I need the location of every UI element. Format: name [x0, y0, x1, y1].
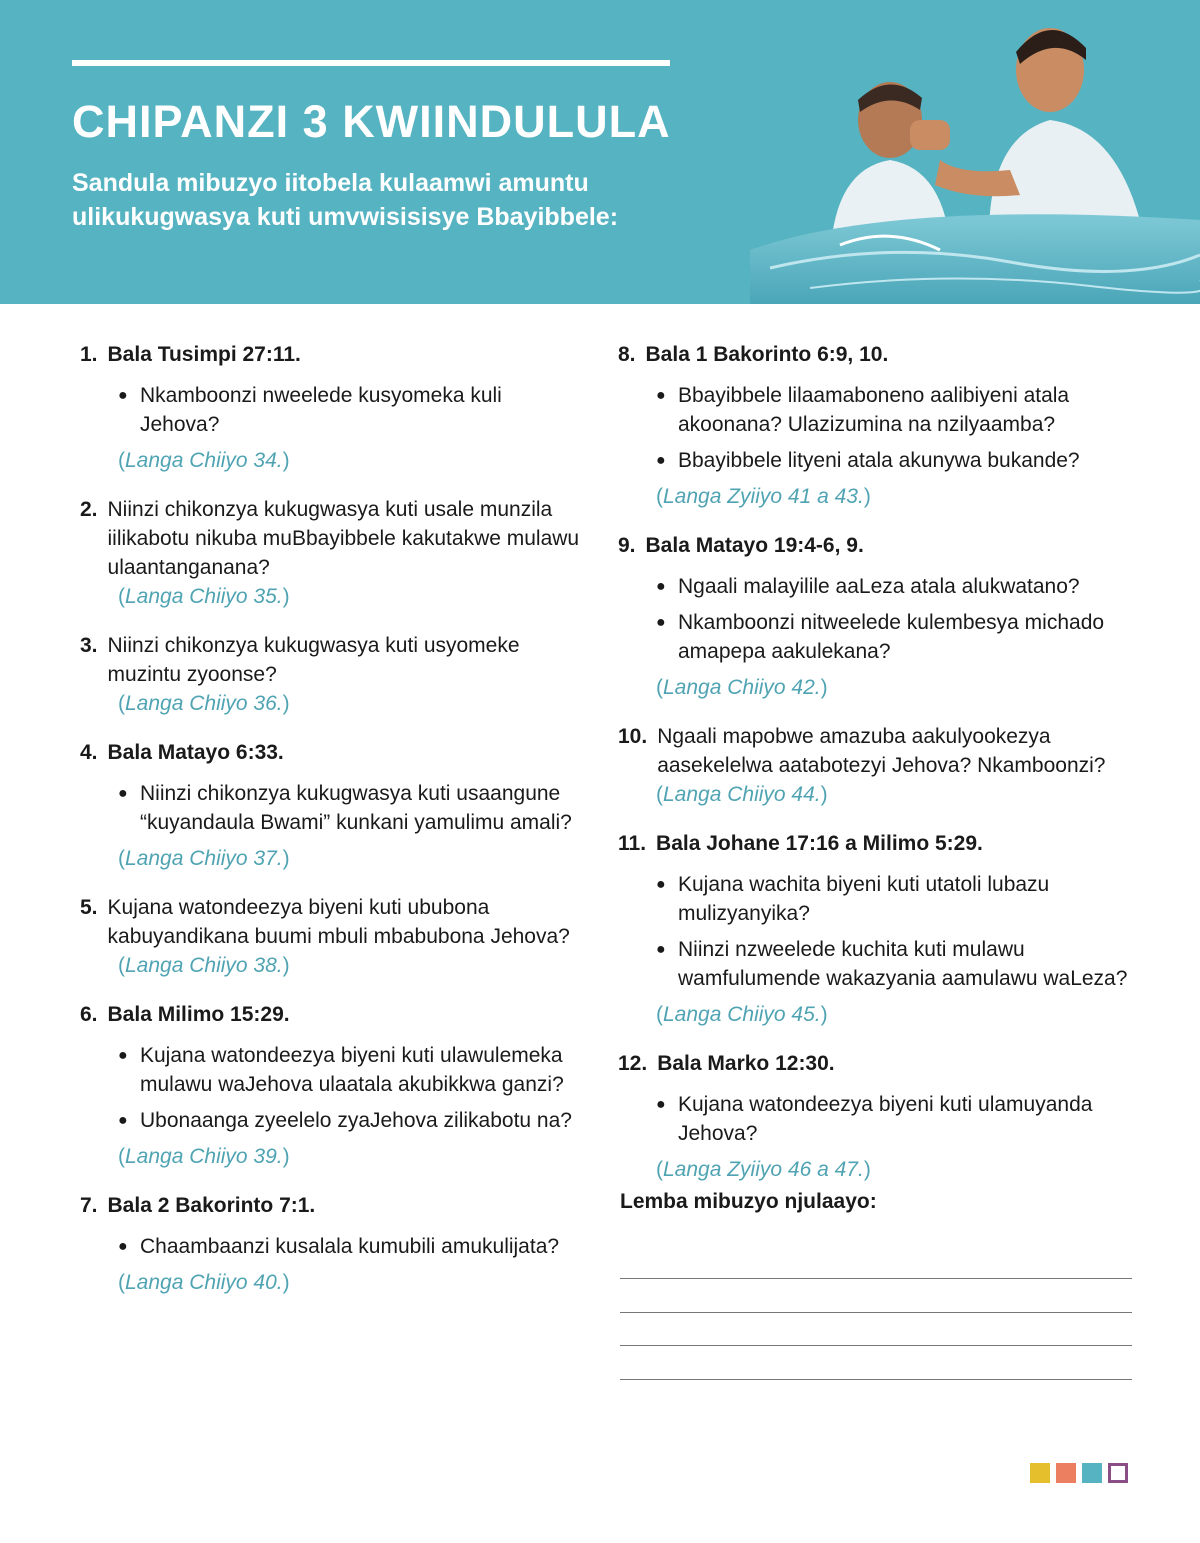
question-number: 10. [618, 725, 648, 748]
page-title: CHIPANZI 3 KWIINDULULA [72, 96, 671, 147]
question-text: Bala Tusimpi 27:11. [107, 343, 301, 366]
bullet-icon: ● [118, 785, 128, 802]
question-number: 11. [618, 832, 647, 855]
reference-link[interactable]: (Langa Chiiyo 42.) [656, 676, 828, 699]
question-item [618, 531, 1138, 702]
bullet-icon: ● [656, 876, 666, 893]
reference-link[interactable]: (Langa Chiiyo 37.) [118, 847, 290, 870]
question-item [618, 340, 1138, 511]
bullet-text: Nkamboonzi nitweelede kulembesya michado amapepa aakulekana? [678, 611, 1105, 663]
reference-link[interactable]: (Langa Chiiyo 39.) [118, 1145, 290, 1168]
reference-link[interactable]: (Langa Chiiyo 40.) [118, 1271, 290, 1294]
question-number: 7. [80, 1194, 98, 1217]
question-item [80, 340, 580, 475]
questions-right-column [618, 340, 1138, 1204]
reference-link[interactable]: (Langa Chiiyo 35.) [118, 585, 290, 608]
header-banner [0, 0, 1200, 304]
reference-link[interactable]: (Langa Zyiiyo 41 a 43.) [656, 485, 871, 508]
question-text: Bala Johane 17:16 a Milimo 5:29. [656, 832, 983, 855]
question-item [80, 631, 580, 718]
reference-link[interactable]: (Langa Chiiyo 45.) [656, 1003, 828, 1026]
question-item [618, 1049, 1138, 1184]
question-number: 4. [80, 741, 98, 764]
bullet-icon: ● [656, 452, 666, 469]
question-number: 3. [80, 634, 98, 657]
question-text: Bala 1 Bakorinto 6:9, 10. [645, 343, 889, 366]
bullet-icon: ● [118, 387, 128, 404]
bullet-text: Niinzi nzweelede kuchita kuti mulawu wamfulumende wakazyania aamulawu waLeza? [678, 938, 1128, 990]
writing-line[interactable] [620, 1345, 1132, 1346]
question-number: 5. [80, 896, 98, 919]
bullet-text: Ngaali malayilile aaLeza atala alukwatano? [678, 575, 1080, 598]
outline-square-icon [1108, 1463, 1128, 1483]
teal-square-icon [1082, 1463, 1102, 1483]
reference-link[interactable]: (Langa Chiiyo 36.) [118, 692, 290, 715]
write-questions-label: Lemba mibuzyo njulaayo: [620, 1190, 877, 1213]
question-item [80, 893, 580, 980]
baptism-illustration [690, 0, 1200, 304]
questions-left-column [80, 340, 580, 1317]
question-item [80, 738, 580, 873]
question-text: Bala Marko 12:30. [657, 1052, 835, 1075]
question-text: Niinzi chikonzya kukugwasya kuti usyomeke muzintu zyoonse? [107, 634, 520, 686]
header-rule [72, 60, 670, 66]
bullet-icon: ● [656, 1096, 666, 1113]
question-text: Bala Matayo 6:33. [107, 741, 284, 764]
question-number: 6. [80, 1003, 98, 1026]
question-item [80, 1191, 580, 1297]
bullet-icon: ● [656, 387, 666, 404]
bullet-text: Niinzi chikonzya kukugwasya kuti usaangune “kuyandaula Bwami” kunkani yamulimu amali? [140, 782, 572, 834]
question-number: 1. [80, 343, 98, 366]
question-item [618, 829, 1138, 1029]
bullet-text: Bbayibbele lityeni atala akunywa bukande? [678, 449, 1080, 472]
bullet-icon: ● [118, 1047, 128, 1064]
bullet-text: Nkamboonzi nweelede kusyomeka kuli Jehova? [140, 384, 502, 436]
bullet-icon: ● [656, 941, 666, 958]
bullet-text: Bbayibbele lilaamaboneno aalibiyeni atala akoonana? Ulazizumina na nzilyaamba? [678, 384, 1070, 436]
reference-link[interactable]: (Langa Chiiyo 44.) [656, 783, 828, 806]
bullet-icon: ● [656, 578, 666, 595]
question-number: 12. [618, 1052, 648, 1075]
orange-square-icon [1056, 1463, 1076, 1483]
color-squares [1030, 1463, 1134, 1483]
question-text: Bala 2 Bakorinto 7:1. [107, 1194, 316, 1217]
question-text: Ngaali mapobwe amazuba aakulyookezya aasekelelwa aatabotezyi Jehova? Nkamboonzi? [657, 725, 1106, 777]
reference-link[interactable]: (Langa Chiiyo 38.) [118, 954, 290, 977]
question-text: Niinzi chikonzya kukugwasya kuti usale munzila iilikabotu nikuba muBbayibbele kakutakwe mulawu ulaantanganana? [107, 498, 580, 579]
bullet-text: Kujana watondeezya biyeni kuti ulawulemeka mulawu waJehova ulaatala akubikkwa ganzi? [140, 1044, 564, 1096]
bullet-icon: ● [118, 1238, 128, 1255]
bullet-icon: ● [118, 1112, 128, 1129]
bullet-text: Ubonaanga zyeelelo zyaJehova zilikabotu na? [140, 1109, 572, 1132]
question-text: Bala Milimo 15:29. [107, 1003, 290, 1026]
bullet-text: Kujana wachita biyeni kuti utatoli lubazu mulizyanyika? [678, 873, 1050, 925]
bullet-text: Chaambaanzi kusalala kumubili amukulijata? [140, 1235, 560, 1258]
question-number: 2. [80, 498, 98, 521]
bullet-text: Kujana watondeezya biyeni kuti ulamuyanda Jehova? [678, 1093, 1093, 1145]
writing-line[interactable] [620, 1278, 1132, 1279]
question-text: Kujana watondeezya biyeni kuti ububona kabuyandikana buumi mbuli mbabubona Jehova? [107, 896, 570, 948]
question-number: 9. [618, 534, 636, 557]
writing-line[interactable] [620, 1379, 1132, 1380]
question-text: Bala Matayo 19:4-6, 9. [645, 534, 864, 557]
question-item [80, 495, 580, 611]
writing-line[interactable] [620, 1312, 1132, 1313]
reference-link[interactable]: (Langa Zyiiyo 46 a 47.) [656, 1158, 871, 1181]
reference-link[interactable]: (Langa Chiiyo 34.) [118, 449, 290, 472]
yellow-square-icon [1030, 1463, 1050, 1483]
question-item [618, 722, 1138, 809]
page-subtitle: Sandula mibuzyo iitobela kulaamwi amuntu ulikukugwasya kuti umvwisisisye Bbayibbele: [72, 169, 619, 231]
question-item [80, 1000, 580, 1171]
question-number: 8. [618, 343, 636, 366]
bullet-icon: ● [656, 614, 666, 631]
